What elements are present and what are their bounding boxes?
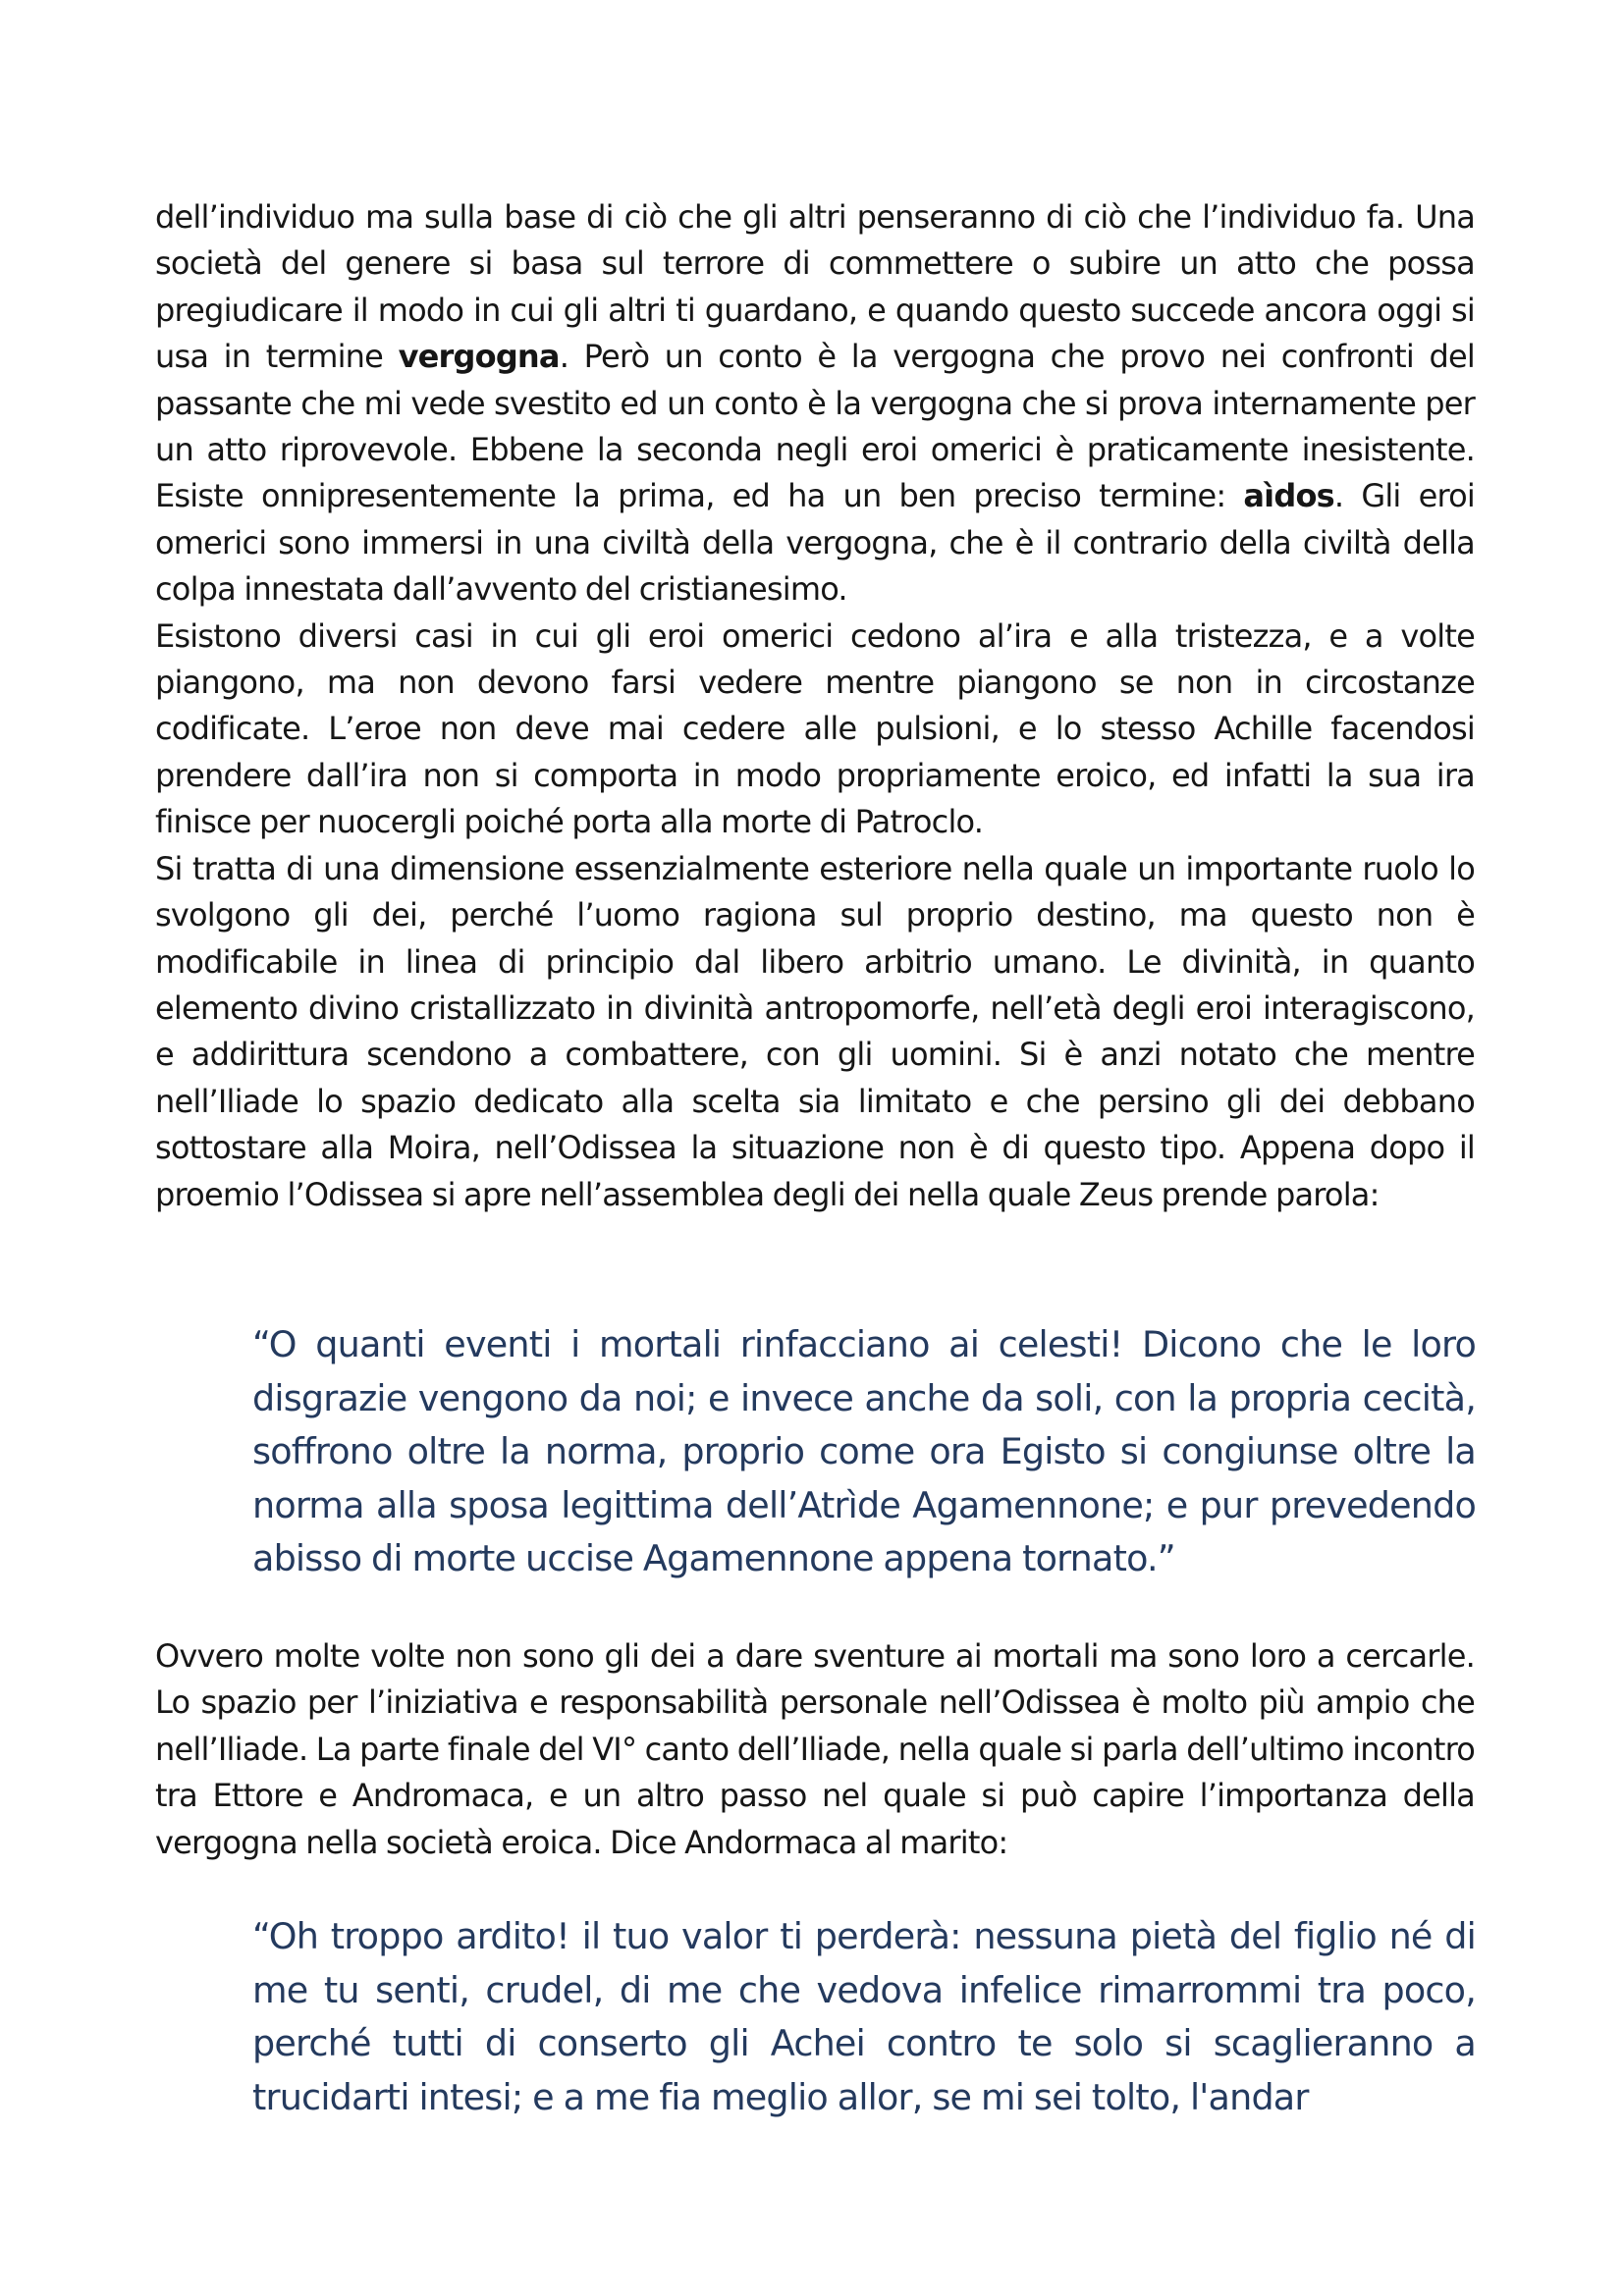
paragraph-text: . Gli eroi omerici sono immersi in una civiltà della vergogna, che è il contrario della civiltà della colpa innestata dall’avvento del cristianesimo. (155, 477, 1475, 609)
bold-term-aidos: aìdos (1243, 477, 1334, 515)
paragraph: Esistono diversi casi in cui gli eroi omerici cedono al’ira e alla tristezza, e a volte piangono, ma non devono farsi vedere mentre piangono se non in circostanze codificate. L’eroe non deve mai cedere alle pulsioni, e lo stesso Achille facendosi prendere dall’ira non si comporta in modo propriamente eroico, ed infatti la sua ira finisce per nuocergli poiché porta alla morte di Patroclo. (155, 616, 1475, 841)
paragraph (155, 194, 1475, 614)
paragraph: Ovvero molte volte non sono gli dei a dare sventure ai mortali ma sono loro a cercarle. Lo spazio per l’iniziativa e responsabilità personale nell’Odissea è molto più ampio che nell’Iliade. La parte finale del VI° canto dell’Iliade, nella quale si parla dell’ultimo incontro tra Ettore e Andromaca, e un altro passo nel quale si può capire l’importanza della vergogna nella società eroica. Dice Andormaca al marito: (155, 1637, 1475, 1861)
body-text-block (155, 194, 1475, 1218)
paragraph: Si tratta di una dimensione essenzialmente esteriore nella quale un importante ruolo lo svolgono gli dei, perché l’uomo ragiona sul proprio destino, ma questo non è modificabile in linea di principio dal libero arbitrio umano. Le divinità, in quanto elemento divino cristallizzato in divinità antropomorfe, nell’età degli eroi interagiscono, e addirittura scendono a combattere, con gli uomini. Si è anzi notato che mentre nell’Iliade lo spazio dedicato alla scelta sia limitato e che persino gli dei debbano sottostare alla Moira, nell’Odissea la situazione non è di questo tipo. Appena dopo il proemio l’Odissea si apre nell’assemblea degli dei nella quale Zeus prende parola: (155, 849, 1475, 1213)
bold-term-vergogna: vergogna (398, 338, 560, 376)
paragraph-text: dell’individuo ma sulla base di ciò che gli altri penseranno di ciò che l’individuo fa. Una società del genere si basa sul terrore di commettere o subire un atto che possa pregiudicare il modo in cui gli altri ti guardano, e quando questo succede ancora oggi si usa in termine (155, 198, 1475, 376)
block-quote-andromaca: “Oh troppo ardito! il tuo valor ti perderà: nessuna pietà del figlio né di me tu senti, crudel, di me che vedova infelice rimarrommi tra poco, perché tutti di conserto gli Achei contro te solo si scaglieranno a trucidarti intesi; e a me fia meglio allor, se mi sei tolto, l'andar (252, 1915, 1476, 2118)
block-quote-zeus: “O quanti eventi i mortali rinfacciano ai celesti! Dicono che le loro disgrazie vengono da noi; e invece anche da soli, con la propria cecità, soffrono oltre la norma, proprio come ora Egisto si congiunse oltre la norma alla sposa legittima dell’Atrìde Agamennone; e pur prevedendo abisso di morte uccise Agamennone appena tornato.” (252, 1323, 1476, 1579)
paragraph-text: . Però un conto è la vergogna che provo nei confronti del passante che mi vede svestito ed un conto è la vergogna che si prova internamente per un atto riprovevole. Ebbene la seconda negli eroi omerici è praticamente inesistente. Esiste onnipresentemente la prima, ed ha un ben preciso termine: (155, 338, 1475, 515)
body-text-block (155, 1633, 1475, 1866)
